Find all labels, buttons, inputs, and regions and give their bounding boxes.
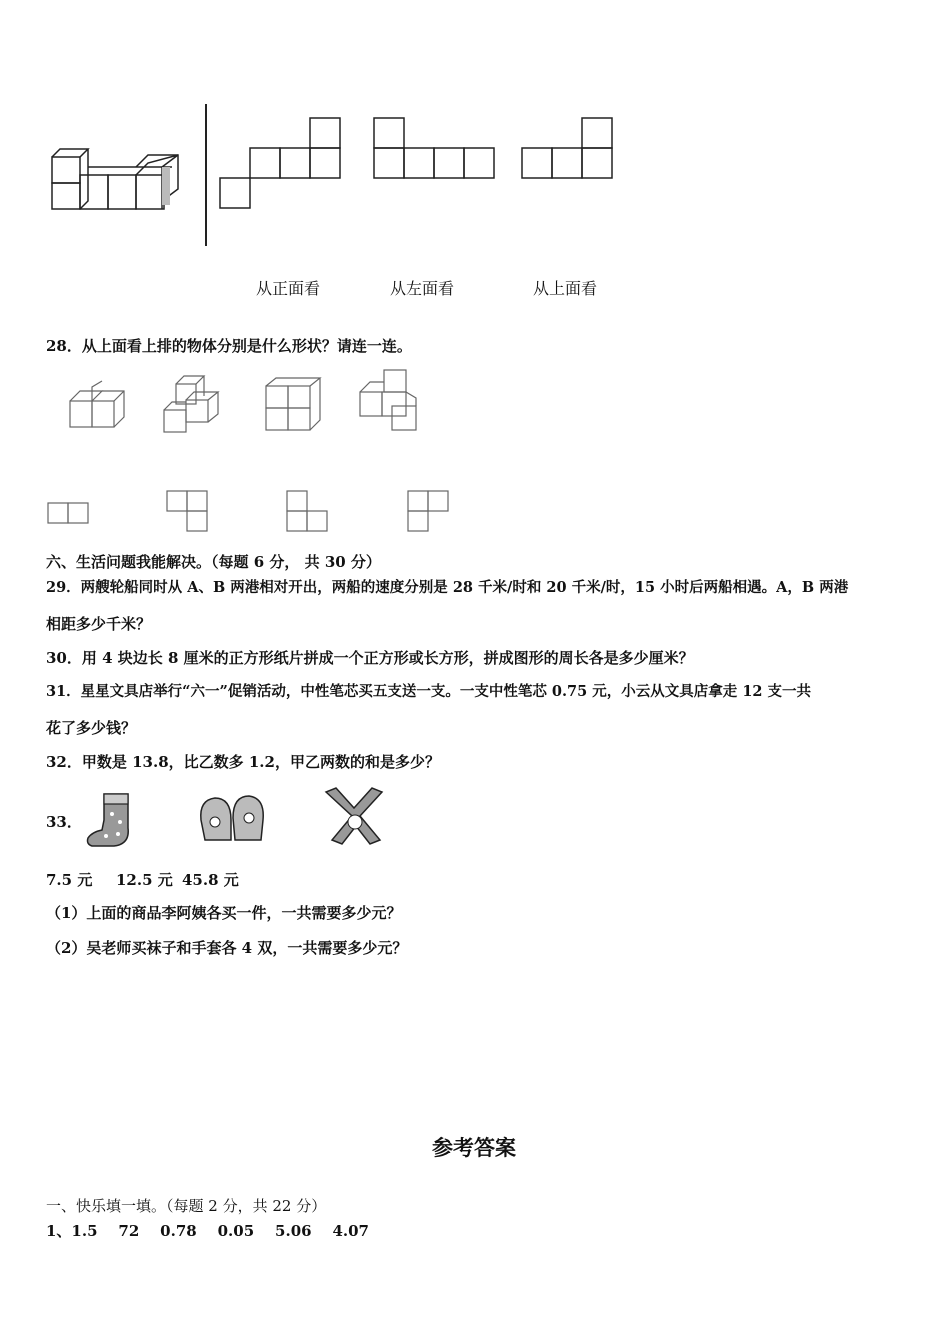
question-31-line2: 花了多少钱？: [46, 719, 137, 737]
question-30: 30．用 4 块边长 8 厘米的正方形纸片拼成一个正方形或长方形，拼成图形的周长各是多少厘米？: [46, 649, 694, 667]
price-sock: 7.5 元: [46, 871, 93, 889]
section-6-heading: 六、生活问题我能解决。（每题 6 分， 共 30 分）: [46, 553, 381, 571]
cube-figure-4: [358, 368, 423, 433]
question-32: 32．甲数是 13.8，比乙数多 1.2，甲乙两数的和是多少？: [46, 753, 440, 771]
question-31-line1: 31．星星文具店举行“六一”促销活动，中性笔芯买五支送一支。一支中性笔芯 0.75 元，小云从文具店拿走 12 支一共: [46, 683, 812, 700]
cube-stack-figure: [50, 145, 190, 215]
top-shape-1: [47, 502, 92, 527]
front-view-grid: [218, 116, 343, 211]
top-shape-2: [166, 490, 211, 535]
sock-image: [84, 790, 144, 850]
cube-figure-3: [264, 376, 324, 436]
question-33-part1: （1）上面的商品李阿姨各买一件，一共需要多少元？: [46, 904, 402, 922]
question-33-part2: （2）吴老师买袜子和手套各 4 双，一共需要多少元？: [46, 939, 408, 957]
price-mittens: 12.5 元: [116, 871, 173, 889]
divider-line: [205, 104, 207, 246]
left-view-label: 从左面看: [390, 279, 455, 298]
answers-title: 参考答案: [432, 1136, 516, 1160]
answers-section-1: 一、快乐填一填。（每题 2 分，共 22 分）: [46, 1197, 327, 1215]
top-shape-3: [286, 490, 331, 535]
price-scarf: 45.8 元: [182, 871, 239, 889]
cube-figure-2: [162, 374, 227, 434]
question-28: 28．从上面看上排的物体分别是什么形状？请连一连。: [46, 337, 412, 355]
question-29-line2: 相距多少千米？: [46, 615, 152, 633]
top-view-grid: [520, 116, 615, 181]
scarf-image: [322, 786, 387, 846]
left-view-grid: [372, 116, 497, 181]
mittens-image: [195, 790, 270, 850]
front-view-label: 从正面看: [256, 279, 321, 298]
answer-1: 1、1.5 72 0.78 0.05 5.06 4.07: [46, 1222, 369, 1240]
top-shape-4: [407, 490, 452, 535]
question-33: 33．: [46, 813, 82, 831]
top-view-label: 从上面看: [533, 279, 598, 298]
question-29-line1: 29．两艘轮船同时从 A、B 两港相对开出，两船的速度分别是 28 千米/时和 20 千米/时，15 小时后两船相遇。A，B 两港: [46, 579, 849, 596]
cube-figure-1: [68, 385, 128, 435]
